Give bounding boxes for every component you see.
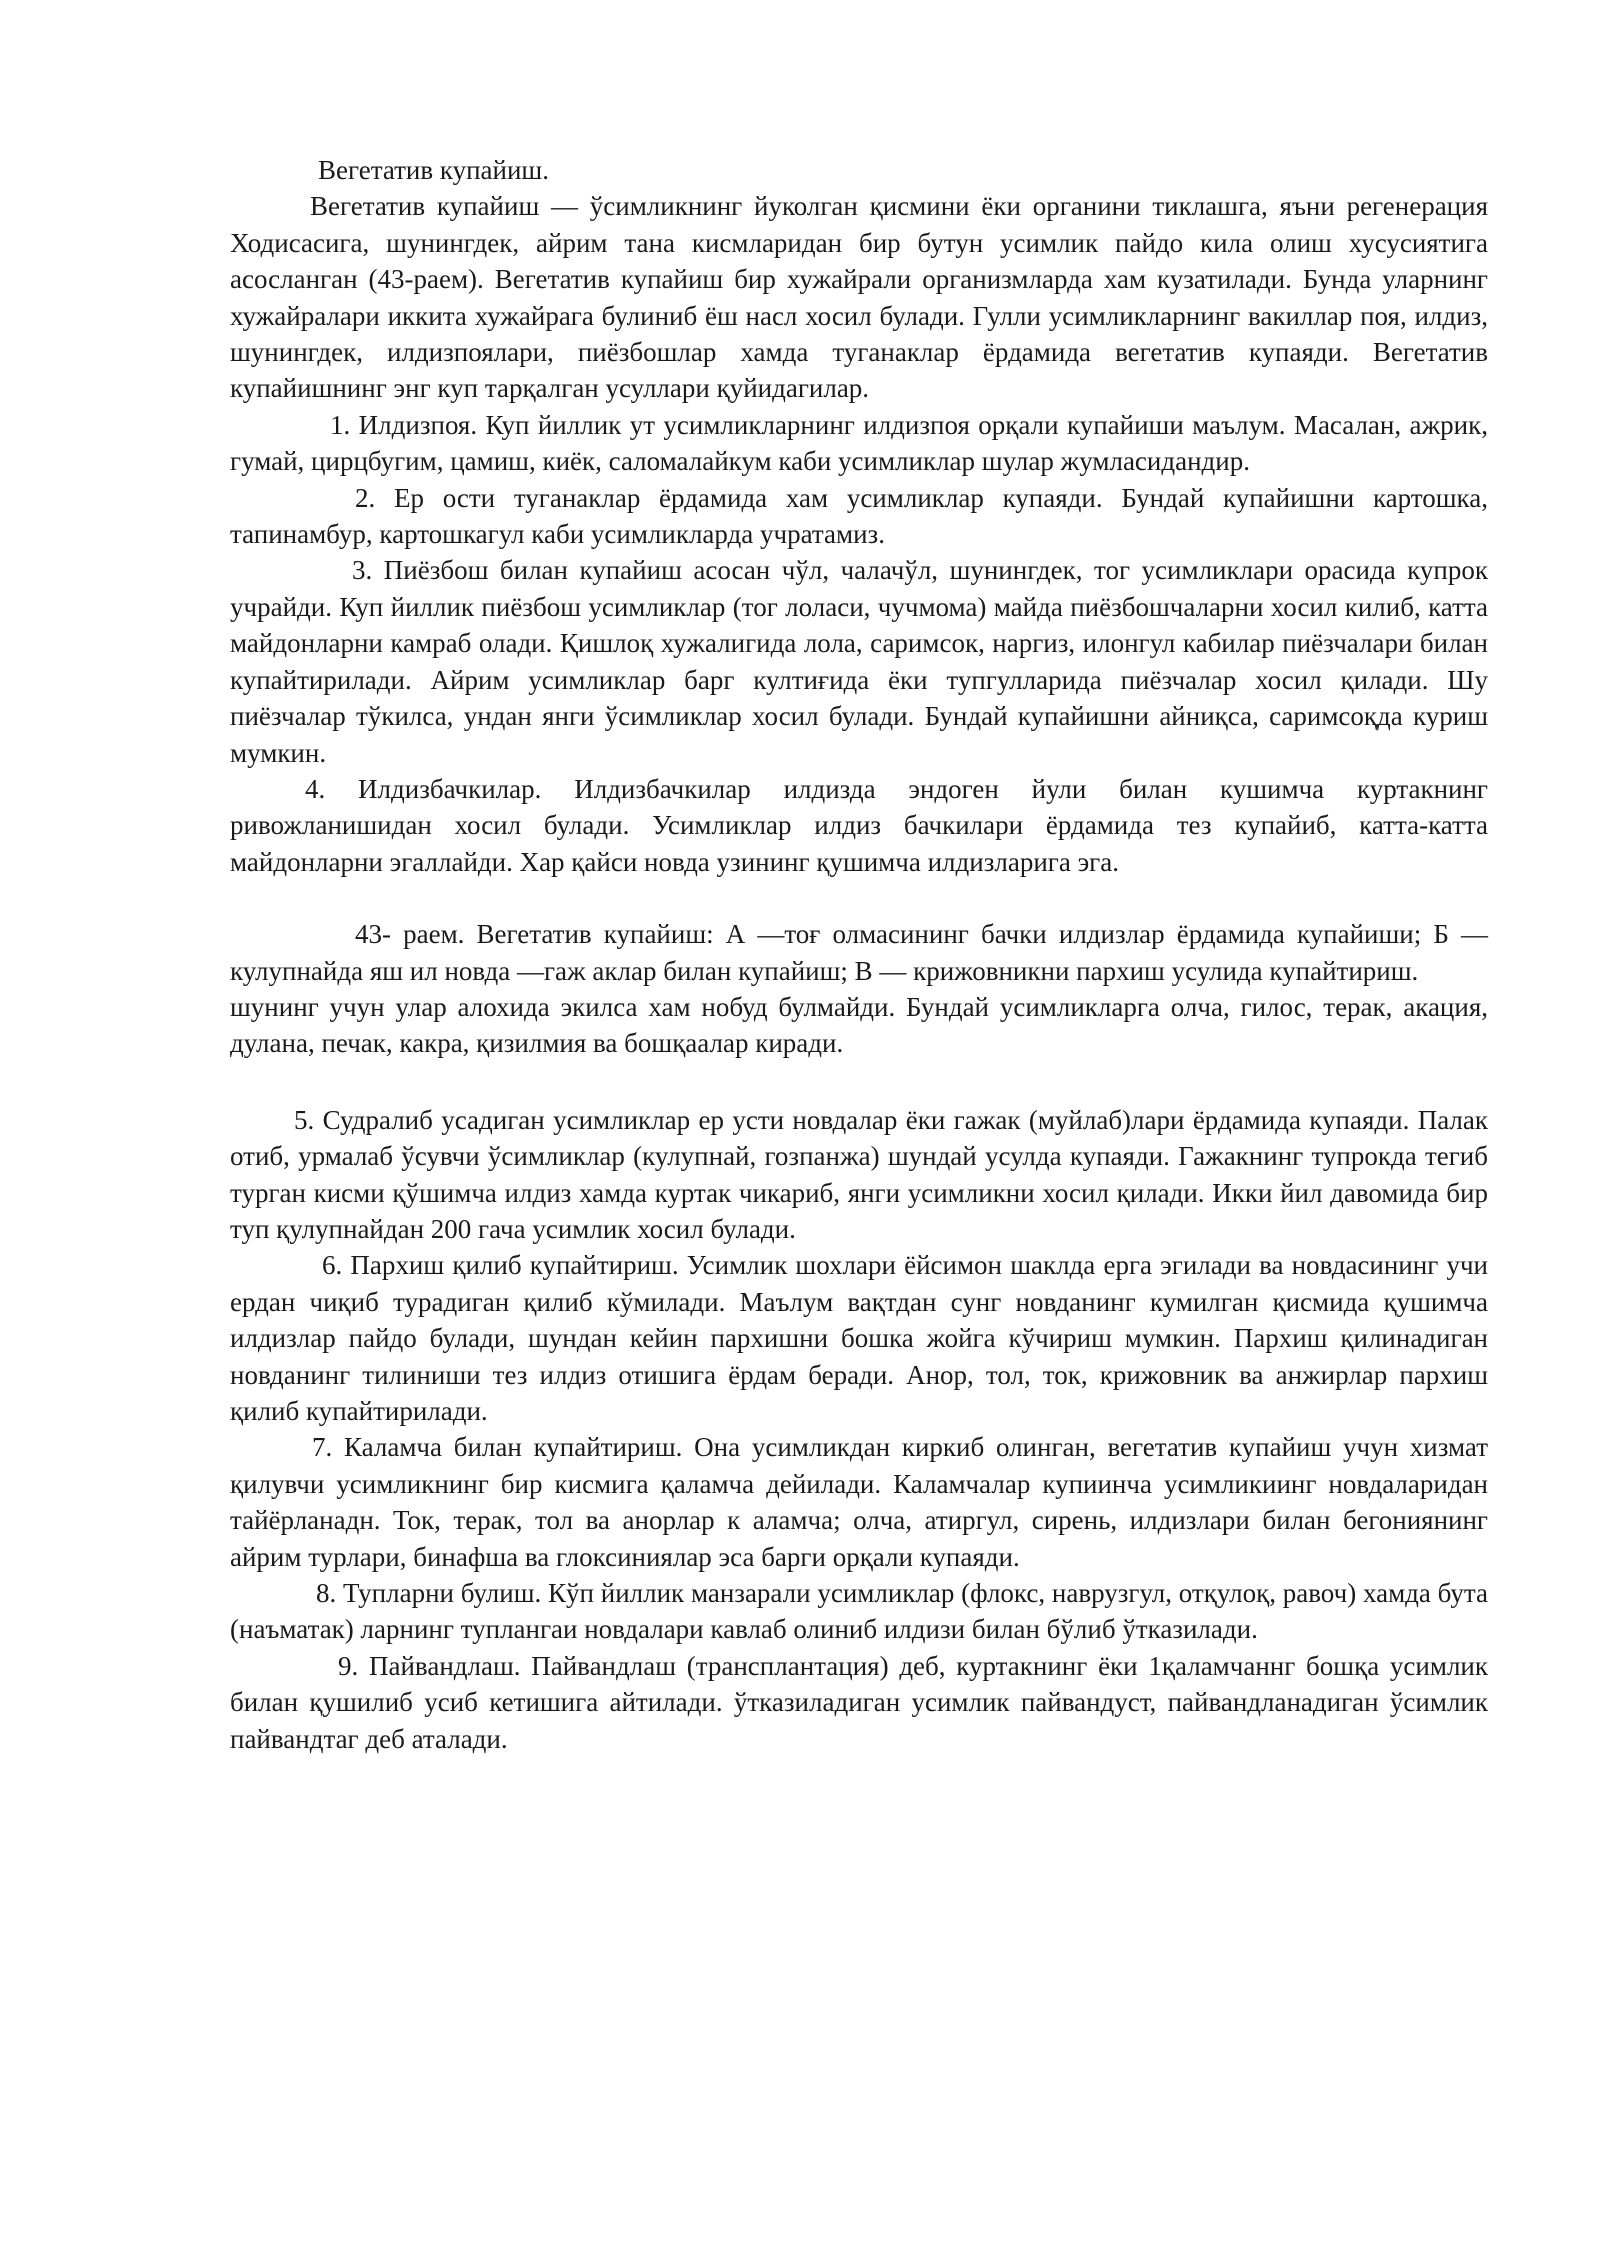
paragraph-cuttings: 7. Каламча билан купайтириш. Она усимликдан киркиб олинган, вегетатив купайиш учун хизмат қилувчи усимликнинг бир кисмига қаламча дейилади. Каламчалар купиинча усимликиинг новдаларидан тайёрланадн. Ток, терак, тол ва анорлар к аламча; олча, атиргул, сирень, илдизлари билан бегониянинг айрим турлари, бинафша ва глоксиниялар эса барги орқали купаяди. [230, 1432, 1488, 1572]
document-page [230, 152, 1488, 1757]
paragraph-division: 8. Тупларни булиш. Кўп йиллик манзарали усимликлар (флокс, наврузгул, отқулоқ, равоч) хамда бута (наъматак) ларнинг туплангаи новдалари кавлаб олиниб илдизи билан бўлиб ўтказилади. [230, 1578, 1488, 1645]
paragraph-tubers: 2. Ер ости туганаклар ёрдамида хам усимликлар купаяди. Бундай купайишни картошка, тапинамбур, картошкагул каби усимликларда учратамиз. [230, 482, 1488, 550]
paragraph-grafting: 9. Пайвандлаш. Пайвандлаш (трансплантация) деб, куртакнинг ёки 1қаламчаннг бошқа усимлик билан қушилиб усиб кетишига айтилади. ўтказиладиган усимлик пайвандуст, пайвандланадиган ўсимлик пайвандтаг деб аталади. [230, 1650, 1488, 1754]
spacer [230, 880, 1488, 916]
figure-caption: 43- раем. Вегетатив купайиш: А —тоғ олмасининг бачки илдизлар ёрдамида купайиши; Б — кулупнайда яш ил новда —гаж аклар билан купайиш; В — крижовникни пархиш усулида купайтириш. [230, 919, 1488, 986]
paragraph-layering: 6. Пархиш қилиб купайтириш. Усимлик шохлари ёйсимон шаклда ерга эгилади ва новдасининг учи ердан чиқиб турадиган қилиб кўмилади. Маълум вақтдан сунг новданинг кумилган қисмида қушимча илдизлар пайдо булади, шундан кейин пархишни бошка жойга кўчириш мумкин. Пархиш қилинадиган новданинг тилиниши тез илдиз отишига ёрдам беради. Анор, тол, ток, крижовник ва анжирлар пархиш қилиб купайтирилади. [230, 1250, 1488, 1426]
document-title: Вегетатив купайиш. [318, 155, 549, 185]
paragraph-bulbs: 3. Пиёзбош билан купайиш асосан чўл, чалачўл, шунингдек, тог усимликлари орасида купрок учрайди. Куп йиллик пиёзбош усимликлар (тог лоласи, чучмома) майда пиёзбошчаларни хосил килиб, катта майдонларни камраб олади. Қишлоқ хужалигида лола, саримсок, наргиз, илонгул кабилар пиёзчалари билан купайтирилади. Айрим усимликлар барг култиғида ёки тупгулларида пиёзчалар хосил қилади. Шу пиёзчалар тўкилса, ундан янги ўсимликлар хосил булади. Бундай купайишни айниқса, саримсоқда куриш мумкин. [230, 555, 1488, 768]
paragraph-runners: 5. Судралиб усадиган усимликлар ер усти новдалар ёки гажак (муйлаб)лари ёрдамида купаяди. Палак отиб, урмалаб ўсувчи ўсимликлар (кулупнай, гозпанжа) шундай усулда купаяди. Гажакнинг тупрокда тегиб турган кисми қўшимча илдиз хамда куртак чикариб, янги усимликни хосил қилади. Икки йил давомида бир туп қулупнайдан 200 гача усимлик хосил булади. [230, 1104, 1488, 1244]
paragraph-rhizome: 1. Илдизпоя. Куп йиллик ут усимликларнинг илдизпоя орқали купайиши маълум. Масалан, ажрик, гумай, цирцбугим, цамиш, киёк, саломалайкум каби усимликлар шулар жумласидандир. [230, 409, 1488, 477]
paragraph-root-suckers: 4. Илдизбачкилар. Илдизбачкилар илдизда эндоген йули билан кушимча куртакнинг ривожланишидан хосил булади. Усимликлар илдиз бачкилари ёрдамида тез купайиб, катта-катта майдонларни эгаллайди. Хар қайси новда узининг қушимча илдизларига эга. [230, 773, 1488, 877]
paragraph-continuation: шунинг учун улар алохида экилса хам нобуд булмайди. Бундай усимликларга олча, гилос, терак, акация, дулана, печак, какра, қизилмия ва бошқаалар киради. [230, 991, 1488, 1059]
paragraph-intro: Вегетатив купайиш — ўсимликнинг йуколган қисмини ёки органини тиклашга, яъни регенерация Ходисасига, шунингдек, айрим тана кисмларидан бир бутун усимлик пайдо кила олиш хусусиятига асосланган (43-раем). Вегетатив купайиш бир хужайрали организмларда хам кузатилади. Бунда уларнинг хужайралари иккита хужайрага булиниб ёш насл хосил булади. Гулли усимликларнинг вакиллар поя, илдиз, шунингдек, илдизпоялари, пиёзбошлар хамда туганаклар ёрдамида вегетатив купаяди. Вегетатив купайишнинг энг куп тарқалган усуллари қуйидагилар. [230, 191, 1488, 404]
spacer [230, 1062, 1488, 1102]
